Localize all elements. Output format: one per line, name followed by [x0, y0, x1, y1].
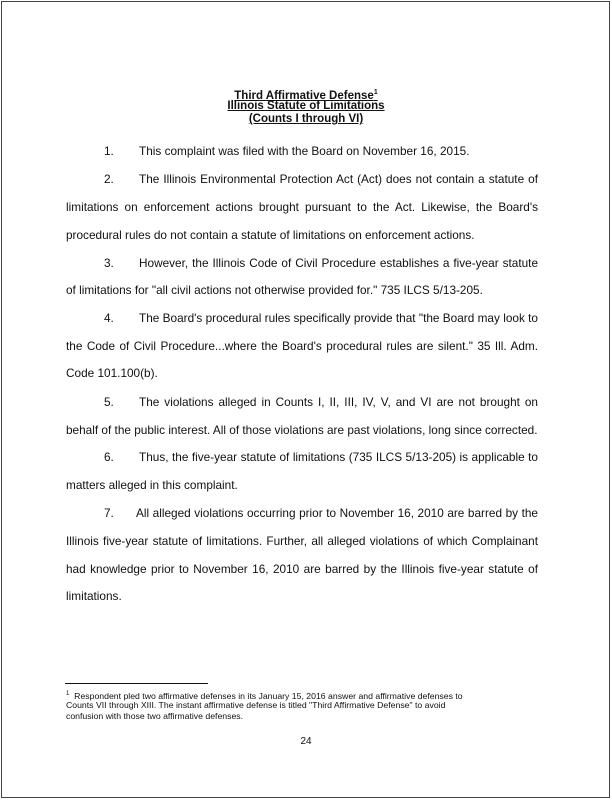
paragraph-1-line-1: This complaint was filed with the Board on November 16, 2015.	[139, 144, 470, 158]
paragraph-5-number: 5.	[104, 395, 114, 409]
paragraph-6-line-2: matters alleged in this complaint.	[66, 478, 238, 492]
paragraph-7-number: 7.	[104, 506, 114, 520]
heading-counts: (Counts I through VI)	[248, 113, 364, 125]
paragraph-4-line-3: Code 101.100(b).	[66, 366, 158, 380]
paragraph-1-number: 1.	[104, 144, 114, 158]
paragraph-3-number: 3.	[104, 256, 114, 270]
paragraph-7-line-2: Illinois five-year statute of limitations. Further, all alleged violations of which Complainant	[66, 534, 538, 548]
heading-footnote-mark: 1	[373, 89, 378, 96]
paragraph-3-line-2: of limitations for "all civil actions not otherwise provided for." 735 ILCS 5/13-205.	[66, 283, 483, 297]
paragraph-2-number: 2.	[104, 172, 114, 186]
paragraph-2-line-2: limitations on enforcement actions brought pursuant to the Act. Likewise, the Board's	[66, 200, 538, 214]
paragraph-6-number: 6.	[104, 450, 114, 464]
paragraph-5-line-1: The violations alleged in Counts I, II, III, IV, V, and VI are not brought on	[139, 395, 538, 409]
footnote-rule	[65, 683, 208, 684]
paragraph-4-line-1: The Board's procedural rules specifically provide that "the Board may look to	[139, 311, 538, 325]
page-number: 24	[300, 736, 312, 747]
paragraph-6-line-1: Thus, the five-year statute of limitations (735 ILCS 5/13-205) is applicable to	[139, 450, 538, 464]
heading-subtitle: Illinois Statute of Limitations	[227, 100, 385, 112]
paragraph-3-line-1: However, the Illinois Code of Civil Procedure establishes a five-year statute	[139, 256, 538, 270]
paragraph-2-line-3: procedural rules do not contain a statute of limitations on enforcement actions.	[66, 228, 475, 242]
footnote-line-1-text: Respondent pled two affirmative defenses in its January 15, 2016 answer and affirmative defenses to	[74, 690, 463, 701]
paragraph-7-line-3: had knowledge prior to November 16, 2010 are barred by the Illinois five-year statute of	[66, 562, 538, 576]
paragraph-5-line-2: behalf of the public interest. All of those violations are past violations, long since corrected.	[66, 423, 538, 437]
footnote-line-3: confusion with those two affirmative defenses.	[66, 711, 244, 721]
footnote-mark: 1	[66, 691, 70, 697]
paragraph-7-line-4: limitations.	[66, 589, 122, 603]
paragraph-4-number: 4.	[104, 311, 114, 325]
heading-title: Third Affirmative Defense$^1$	[234, 89, 378, 102]
paragraph-7-line-1: All alleged violations occurring prior to November 16, 2010 are barred by the	[136, 506, 538, 520]
paragraph-2-line-1: The Illinois Environmental Protection Act (Act) does not contain a statute of	[139, 172, 538, 186]
footnote-line-2: Counts VII through XIII. The instant affirmative defense is titled "Third Affirmative Defense" to avoid	[66, 700, 446, 710]
paragraph-4-line-2: the Code of Civil Procedure...where the Board's procedural rules are silent." 35 Ill. Adm.	[66, 339, 538, 353]
